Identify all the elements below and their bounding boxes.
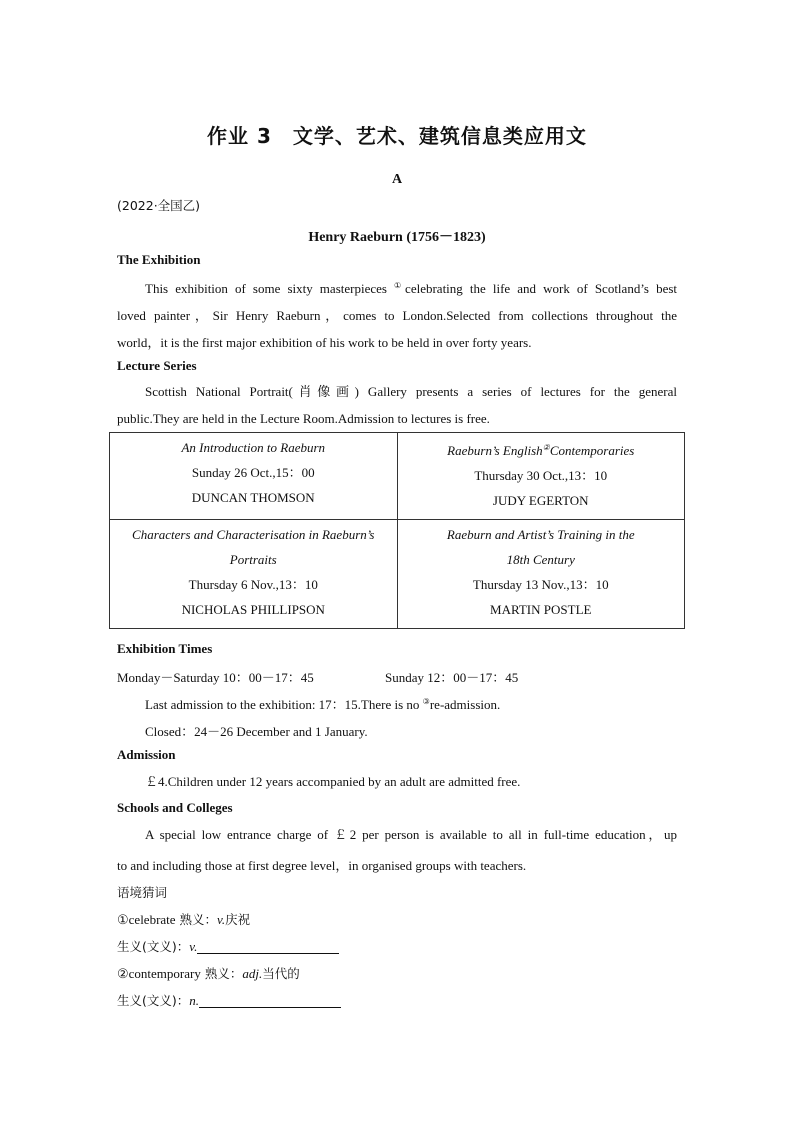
lecture-time: Thursday 13 Nov.,13：10	[472, 577, 609, 592]
weekday-hours: Monday－Saturday 10：00－17：45	[117, 670, 314, 685]
admission-heading: Admission	[117, 747, 176, 762]
lecture-speaker: DUNCAN THOMSON	[191, 490, 315, 505]
lecture-cell	[397, 433, 685, 520]
footnote-marker: ①	[394, 281, 406, 290]
last-admission: Last admission to the exhibition: 17：15.There is no ③re-admission.	[145, 697, 501, 712]
lecture-table	[109, 432, 685, 629]
admission-text: ￡4.Children under 12 years accompanied by an adult are admitted free.	[145, 774, 521, 789]
lecture-title: Characters and Characterisation in Raeburn’s	[132, 527, 375, 542]
table-row	[110, 520, 685, 629]
article-heading: Henry Raeburn (1756－1823)	[308, 230, 486, 245]
exhibition-line: world，it is the first major exhibition of his work to be held in over forty years.	[117, 335, 532, 350]
lecture-cell	[397, 520, 685, 629]
lecture-title: An Introduction to Raeburn	[181, 440, 326, 455]
schools-heading: Schools and Colleges	[117, 800, 233, 815]
page-title: 作业 3 文学、艺术、建筑信息类应用文	[207, 124, 587, 148]
lecture-speaker: JUDY EGERTON	[492, 493, 589, 508]
answer-blank[interactable]	[197, 939, 339, 954]
vocab-item-2: ②contemporary 熟义：adj.当代的	[117, 966, 300, 981]
lecture-time: Thursday 6 Nov.,13：10	[188, 577, 318, 592]
closed-dates: Closed：24－26 December and 1 January.	[145, 724, 368, 739]
lectures-heading: Lecture Series	[117, 358, 197, 373]
answer-blank[interactable]	[199, 993, 341, 1008]
section-label: A	[391, 172, 403, 187]
lecture-speaker: MARTIN POSTLE	[490, 602, 592, 617]
exhibition-paragraph	[117, 272, 677, 356]
table-row	[110, 433, 685, 520]
schools-line: to and including those at first degree level，in organised groups with teachers.	[117, 858, 527, 873]
footnote-marker: ③	[422, 697, 430, 706]
schools-line: A special low entrance charge of ￡2 per person is available to all in full-time education，up	[145, 827, 677, 842]
exhibition-heading: The Exhibition	[117, 252, 201, 267]
schools-paragraph	[117, 819, 677, 881]
vocab-blank-1: 生义(文义)：v.	[117, 937, 339, 955]
lecture-cell	[110, 433, 398, 520]
source-note: (2022·全国乙)	[117, 198, 201, 213]
footnote-marker: ②	[542, 443, 550, 452]
exhibition-line: loved painter，Sir Henry Raeburn，comes to London.Selected from collections throughout the	[117, 308, 677, 323]
lecture-title-cont: Portraits	[229, 552, 277, 567]
lectures-line: public.They are held in the Lecture Room.Admission to lectures is free.	[117, 411, 490, 426]
lecture-time: Sunday 26 Oct.,15：00	[191, 465, 315, 480]
vocab-heading: 语境猜词	[117, 885, 168, 900]
lecture-speaker: NICHOLAS PHILLIPSON	[181, 602, 325, 617]
exhibition-line: This exhibition of some sixty masterpieces ①celebrating the life and work of Scotland’s best	[145, 281, 678, 296]
lectures-line: Scottish National Portrait(肖像画) Gallery presents a series of lectures for the general	[145, 384, 677, 399]
times-heading: Exhibition Times	[117, 641, 213, 656]
lecture-time: Thursday 30 Oct.,13：10	[474, 468, 608, 483]
lecture-title: Raeburn and Artist’s Training in the	[446, 527, 635, 542]
vocab-item-1: ①celebrate 熟义：v.庆祝	[117, 912, 251, 927]
sunday-hours: Sunday 12：00－17：45	[385, 670, 519, 685]
lecture-title-cont: 18th Century	[506, 552, 575, 567]
vocab-blank-2: 生义(文义)：n.	[117, 991, 341, 1009]
lecture-cell	[110, 520, 398, 629]
lecture-title: Raeburn’s English②Contemporaries	[447, 443, 635, 458]
lectures-paragraph	[117, 378, 677, 432]
